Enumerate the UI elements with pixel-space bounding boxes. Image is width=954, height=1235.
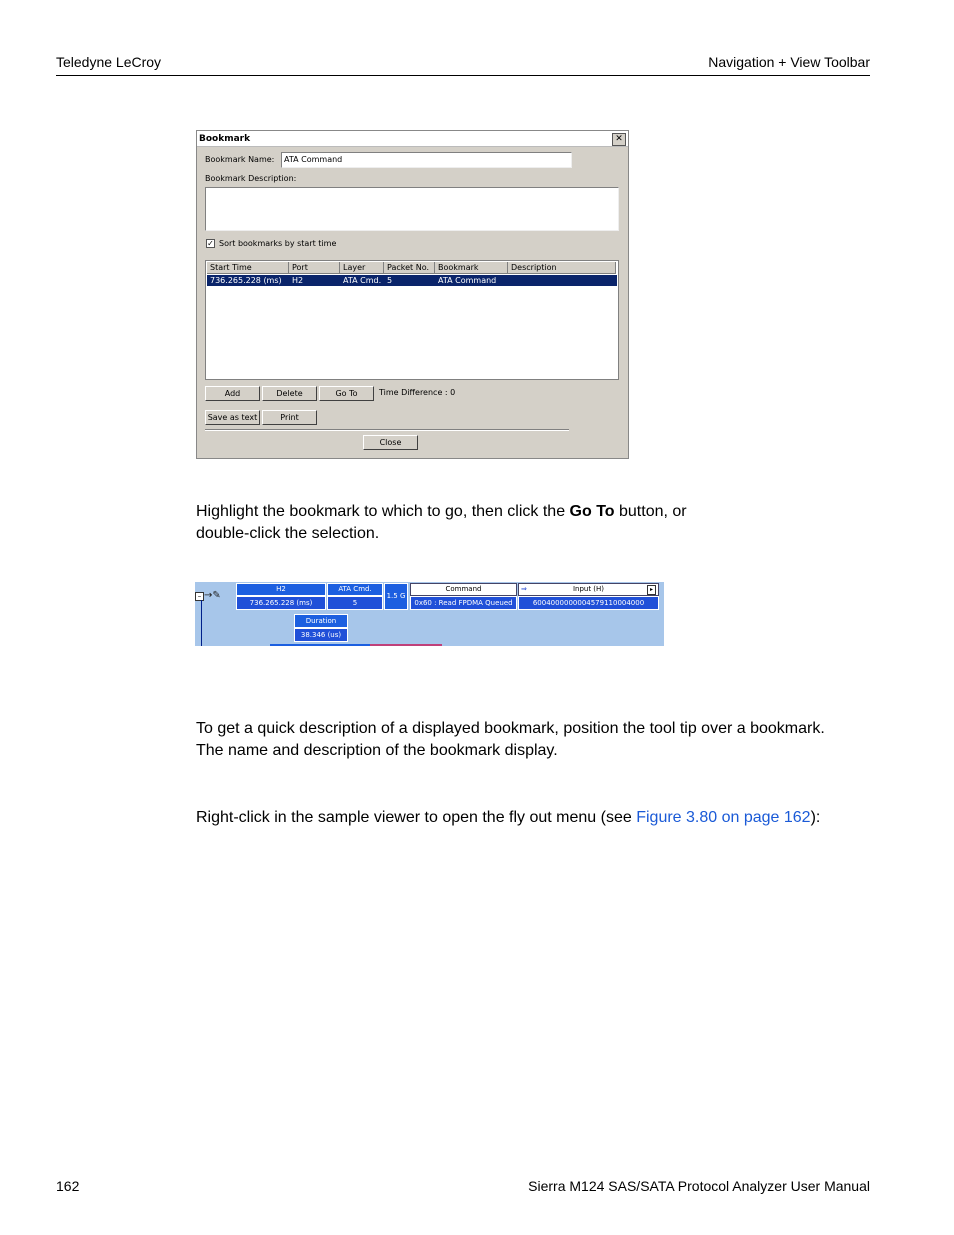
goto-instructions (196, 501, 687, 545)
expand-collapse-icon[interactable]: – (195, 592, 204, 601)
header-rule (56, 75, 870, 76)
bookmark-name-label: Bookmark Name: (205, 155, 275, 164)
flyout-text-end: ): (810, 809, 821, 826)
table-cell: H2 (292, 276, 304, 285)
flyout-text: Right-click in the sample viewer to open the fly out menu (see (196, 809, 637, 826)
table-cell: ATA Cmd. (343, 276, 382, 285)
column-header[interactable]: Description (508, 262, 616, 274)
print-button[interactable]: Print (262, 410, 317, 425)
bookmark-description-input[interactable] (205, 187, 619, 231)
sort-checkbox-label: Sort bookmarks by start time (219, 239, 337, 248)
close-button[interactable]: Close (363, 435, 418, 450)
manual-title: Sierra M124 SAS/SATA Protocol Analyzer User Manual (528, 1178, 870, 1194)
port-cell[interactable]: H2 (236, 583, 326, 596)
arrow-right-icon: ⇒ (521, 585, 527, 593)
goto-text: Highlight the bookmark to which to go, then click the (196, 503, 570, 520)
duration-label-cell: Duration (294, 614, 348, 628)
column-header[interactable]: Start Time (207, 262, 289, 274)
input-value-cell[interactable]: 6004000000004579110004000 (518, 596, 659, 610)
goto-text-line2: double-click the selection. (196, 525, 380, 542)
duration-value-cell: 38.346 (us) (294, 628, 348, 642)
tree-line (201, 600, 202, 646)
scroll-icon[interactable]: ▸ (647, 585, 656, 595)
dialog-title: Bookmark (199, 134, 251, 144)
goto-emphasis: Go To (569, 503, 615, 520)
bookmark-name-input[interactable]: ATA Command (281, 152, 572, 168)
trace-bottom-bar (370, 644, 442, 646)
column-header[interactable]: Layer (340, 262, 384, 274)
column-header[interactable]: Packet No. (384, 262, 435, 274)
table-row[interactable] (207, 275, 617, 286)
timestamp-cell[interactable]: 736.265.228 (ms) (236, 596, 326, 610)
packet-arrow-icon: →✎ (204, 590, 221, 601)
close-icon[interactable]: ✕ (612, 133, 626, 146)
column-header[interactable]: Bookmark (435, 262, 508, 274)
time-difference-label: Time Difference : 0 (379, 388, 456, 397)
table-cell: ATA Command (438, 276, 497, 285)
table-cell: 736.265.228 (ms) (210, 276, 282, 285)
sort-checkbox[interactable]: ✓ (207, 239, 214, 248)
tooltip-text-line1: To get a quick description of a displayed bookmark, position the tool tip over a bookmark. (196, 720, 825, 737)
table-cell: 5 (387, 276, 393, 285)
dialog-separator (205, 429, 569, 431)
speed-cell: 1.5 G (384, 583, 408, 610)
column-header[interactable]: Port (289, 262, 340, 274)
page-number: 162 (56, 1178, 80, 1194)
add-button[interactable]: Add (205, 386, 260, 401)
trace-view-strip (195, 582, 664, 646)
input-header-cell (518, 583, 659, 596)
delete-button[interactable]: Delete (262, 386, 317, 401)
bookmark-dialog (196, 130, 629, 459)
command-header-cell: Command (410, 583, 517, 596)
packet-number-cell[interactable]: 5 (327, 596, 383, 610)
command-value-cell[interactable]: 0x60 : Read FPDMA Queued (410, 596, 517, 610)
go-to-button[interactable]: Go To (319, 386, 374, 401)
goto-text-end: button, or (614, 503, 687, 520)
running-header-right: Navigation + View Toolbar (708, 54, 870, 70)
tooltip-text-line2: The name and description of the bookmark display. (196, 742, 558, 759)
dialog-title-bar (197, 131, 628, 147)
figure-link[interactable]: Figure 3.80 on page 162 (636, 809, 811, 826)
input-header-label: Input (H) (572, 585, 605, 593)
bookmark-description-label: Bookmark Description: (205, 174, 297, 183)
tooltip-instructions (196, 718, 825, 762)
trace-bottom-bar (270, 644, 370, 646)
flyout-instructions (196, 807, 820, 829)
layer-cell[interactable]: ATA Cmd. (327, 583, 383, 596)
running-header-left: Teledyne LeCroy (56, 54, 162, 70)
save-as-text-button[interactable]: Save as text (205, 410, 260, 425)
bookmark-list[interactable] (205, 260, 619, 380)
